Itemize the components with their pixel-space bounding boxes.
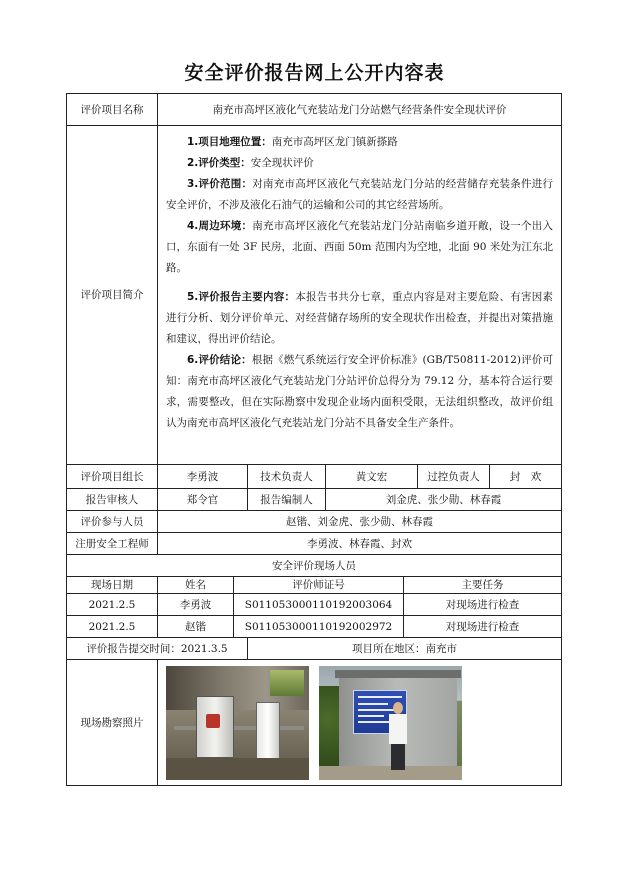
site-section-label: 安全评价现场人员 <box>67 555 562 577</box>
site-date: 2021.2.5 <box>67 594 158 616</box>
leader-label: 评价项目组长 <box>67 465 158 489</box>
participants-label: 评价参与人员 <box>67 511 158 533</box>
process-label: 过控负责人 <box>418 465 490 489</box>
submit-region: 项目所在地区：南充市 <box>248 638 562 660</box>
intro-text: 根据《燃气系统运行安全评价标准》(GB/T50811-2012)评价可知：南充市高坪区液化气充装站龙门分站评价总得分为 79.12 分，基本符合运行要求，需要整改，但在实际勘察中发现企业场内面积受限，无法组织整改，故评价组认为南充市高坪区液化气充装站龙门分站不具备安全生产条件。 <box>166 354 554 429</box>
intro-heading: 3.评价范围： <box>187 178 253 190</box>
site-task: 对现场进行检查 <box>404 594 562 616</box>
site-name: 李勇波 <box>158 594 234 616</box>
intro-heading: 1.项目地理位置： <box>187 136 272 148</box>
site-task: 对现场进行检查 <box>404 616 562 638</box>
intro-paragraph-surroundings <box>166 216 553 279</box>
page-title: 安全评价报告网上公开内容表 <box>184 62 445 84</box>
tech-label: 技术负责人 <box>248 465 326 489</box>
site-date: 2021.2.5 <box>67 616 158 638</box>
intro-label: 评价项目简介 <box>67 126 158 465</box>
intro-heading: 2.评价类型： <box>187 157 251 169</box>
table-row <box>67 594 562 616</box>
project-name-row <box>67 94 562 126</box>
reviewer-row <box>67 489 562 511</box>
site-header-task: 主要任务 <box>404 577 562 594</box>
table-row <box>67 616 562 638</box>
writers-value: 刘金虎、张少勋、林春霞 <box>326 489 562 511</box>
disclosure-table <box>66 93 562 786</box>
intro-heading: 6.评价结论： <box>187 354 252 366</box>
intro-text: 本报告书共分七章，重点内容是对主要危险、有害因素进行分析、划分评价单元、对经营储存场所的安全现状作出检查，并提出对策措施和建议，得出评价结论。 <box>166 291 553 345</box>
submit-row <box>67 638 562 660</box>
engineers-label: 注册安全工程师 <box>67 533 158 555</box>
intro-row <box>67 126 562 465</box>
intro-text: 对南充市高坪区液化气充装站龙门分站的经营储存充装条件进行安全评价，不涉及液化石油气的运输和公司的其它经营场所。 <box>166 178 554 211</box>
site-header-date: 现场日期 <box>67 577 158 594</box>
site-section-row <box>67 555 562 577</box>
reviewer-label: 报告审核人 <box>67 489 158 511</box>
intro-heading: 4.周边环境： <box>187 220 253 232</box>
site-header-cert: 评价师证号 <box>234 577 404 594</box>
intro-paragraph-type <box>166 153 553 174</box>
tech-value: 黄文宏 <box>326 465 418 489</box>
process-value: 封 欢 <box>490 465 562 489</box>
engineers-row <box>67 533 562 555</box>
site-photo-inspector <box>319 666 462 780</box>
leader-value: 李勇波 <box>158 465 248 489</box>
site-cert: S011053000110192002972 <box>234 616 404 638</box>
project-name-value: 南充市高坪区液化气充装站龙门分站燃气经营条件安全现状评价 <box>158 94 562 126</box>
intro-text: 南充市高坪区液化气充装站龙门分站南临乡道开敞，设一个出入口，东面有一处 3F 民房，北面、西面 50m 范围内为空地，北面 90 米处为江东北路。 <box>166 220 554 274</box>
intro-content <box>158 126 562 465</box>
intro-paragraph-conclusion <box>166 350 553 434</box>
participants-row <box>67 511 562 533</box>
reviewer-value: 郑令官 <box>158 489 248 511</box>
intro-heading: 5.评价报告主要内容： <box>187 291 296 303</box>
photos-row <box>67 660 562 786</box>
intro-paragraph-content <box>166 287 553 350</box>
intro-paragraph-scope <box>166 174 553 216</box>
submit-date: 评价报告提交时间：2021.3.5 <box>67 638 248 660</box>
photos-label: 现场勘察照片 <box>67 660 158 786</box>
leader-row <box>67 465 562 489</box>
site-name: 赵锴 <box>158 616 234 638</box>
site-cert: S011053000110192003064 <box>234 594 404 616</box>
intro-paragraph-location <box>166 132 553 153</box>
site-header-name: 姓名 <box>158 577 234 594</box>
intro-text: 安全现状评价 <box>250 157 314 169</box>
project-name-label: 评价项目名称 <box>67 94 158 126</box>
intro-text: 南充市高坪区龙门镇新搽路 <box>271 136 398 148</box>
site-photo-equipment <box>166 666 309 780</box>
site-header-row <box>67 577 562 594</box>
photos-cell <box>158 660 562 786</box>
participants-value: 赵锴、刘金虎、张少勋、林春霞 <box>158 511 562 533</box>
writer-label: 报告编制人 <box>248 489 326 511</box>
engineers-value: 李勇波、林春霞、封欢 <box>158 533 562 555</box>
